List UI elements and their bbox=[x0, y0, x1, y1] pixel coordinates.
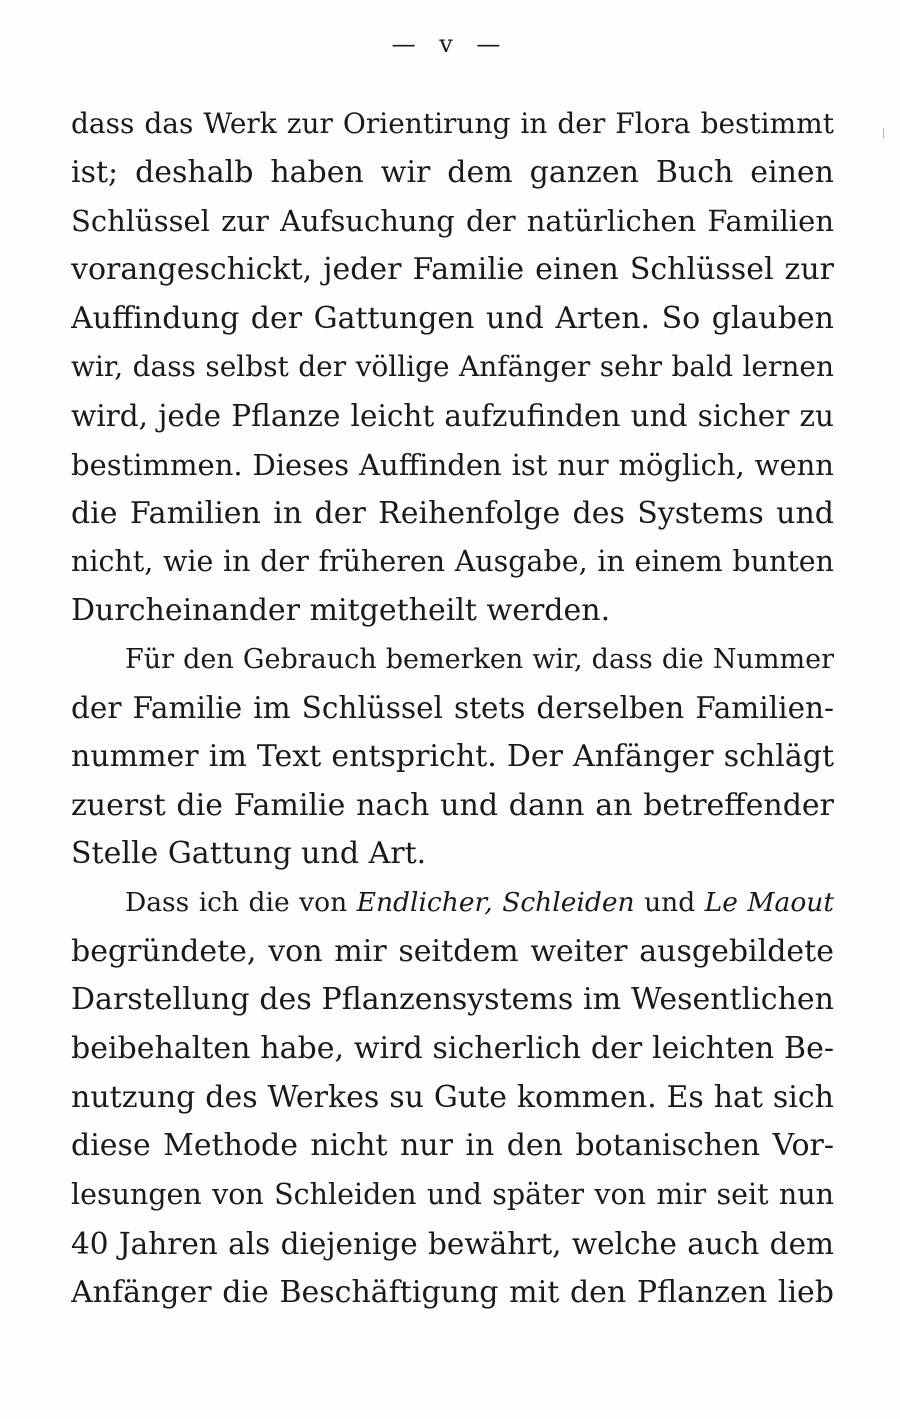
text-line: wird, jede Pflanze leicht aufzufinden und sicher zu bbox=[71, 399, 834, 434]
text-line: Für den Gebrauch bemerken wir, dass die Nummer bbox=[125, 643, 834, 675]
text-line: vorangeschickt, jeder Familie einen Schlüssel zur bbox=[71, 252, 834, 288]
author-name: Le Maout bbox=[704, 887, 834, 918]
body-text bbox=[71, 100, 834, 1317]
text-line: der Familie im Schlüssel stets derselben Familien- bbox=[71, 691, 834, 726]
text-line: lesungen von Schleiden und später von mir seit nun bbox=[71, 1178, 834, 1212]
text-line: nutzung des Werkes su Gute kommen. Es hat sich bbox=[71, 1079, 834, 1115]
text-line: Schlüssel zur Aufsuchung der natürlichen Familien bbox=[71, 204, 834, 239]
text-run: Dass ich die von bbox=[125, 887, 357, 918]
paragraph-1 bbox=[71, 100, 834, 636]
text-line: Auffindung der Gattungen und Arten. So glauben bbox=[71, 300, 834, 336]
text-line: die Familien in der Reihenfolge des Systems und bbox=[71, 495, 834, 531]
text-line: Stelle Gattung und Art. bbox=[71, 836, 427, 872]
text-line: Durcheinander mitgetheilt werden. bbox=[71, 592, 611, 628]
text-line: beibehalten habe, wird sicherlich der leichten Be- bbox=[71, 1031, 834, 1067]
text-line: Anfänger die Beschäftigung mit den Pflanzen lieb bbox=[71, 1274, 834, 1310]
text-line: nicht, wie in der früheren Ausgabe, in einem bunten bbox=[71, 545, 834, 579]
author-name: Schleiden bbox=[502, 887, 635, 918]
text-line: begründete, von mir seitdem weiter ausgebildete bbox=[71, 933, 834, 969]
text-line: nummer im Text entspricht. Der Anfänger schlägt bbox=[71, 738, 834, 774]
text-line: dass das Werk zur Orientirung in der Flora bestimmt bbox=[71, 107, 834, 140]
text-line: bestimmen. Dieses Auffinden ist nur möglich, wenn bbox=[71, 447, 834, 482]
margin-mark bbox=[883, 128, 884, 138]
text-line-with-names bbox=[71, 879, 834, 928]
text-line: zuerst die Familie nach und dann an betreffender bbox=[71, 787, 834, 823]
text-line: 40 Jahren als diejenige bewährt, welche auch dem bbox=[71, 1226, 834, 1261]
text-run bbox=[493, 887, 502, 918]
text-line: ist; deshalb haben wir dem ganzen Buch einen bbox=[71, 154, 834, 190]
page-number-header: — v — bbox=[391, 30, 509, 58]
text-line: Darstellung des Pflanzensystems im Wesentlichen bbox=[71, 982, 834, 1018]
paragraph-2 bbox=[71, 636, 834, 879]
text-line: wir, dass selbst der völlige Anfänger sehr bald lernen bbox=[71, 350, 834, 384]
paragraph-3 bbox=[71, 879, 834, 1317]
text-run: und bbox=[634, 887, 705, 918]
text-line: diese Methode nicht nur in den botanischen Vor- bbox=[71, 1128, 834, 1164]
author-name: Endlicher, bbox=[356, 887, 493, 918]
